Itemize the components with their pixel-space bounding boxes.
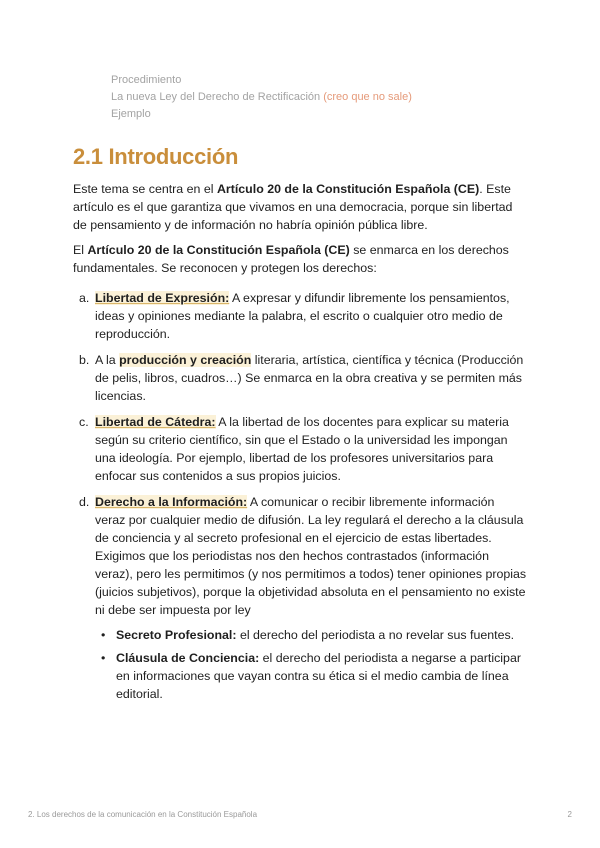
list-item: d. Derecho a la Información: A comunicar o recibir libremente información veraz por cualquier medio de difusión. La ley regulará el derecho a la cláusula de conciencia y al secreto profesional en el ejercicio de estas libertades. Exigimos que los periodistas nos den hechos contrastados (información veraz), pero les permitimos (y nos permitimos a todos) tener opiniones propias (juicios subjetivos), porque la objetividad absoluta en el pensamiento no existe ni debe ser impuesta por ley • Secreto Profesional: el derecho del periodista a no revelar sus fuentes. • Cláusula de Conciencia: el derecho del periodista a negarse a participar en informaciones que vayan contra su ética si el medio cambia de línea editorial. [79, 495, 527, 701]
highlighted-term: Libertad de Cátedra: [95, 415, 216, 429]
table-of-contents [111, 72, 412, 123]
footer-text: 2. Los derechos de la comunicación en la Constitución Española [28, 810, 258, 819]
main-content [73, 180, 528, 711]
section-heading: 2.1 Introducción [73, 144, 239, 169]
toc-item-procedimiento[interactable]: Procedimiento [111, 74, 182, 86]
list-marker: d. [79, 495, 90, 509]
list-item: • Secreto Profesional: el derecho del periodista a no revelar sus fuentes. [101, 628, 515, 642]
page-footer [28, 810, 572, 819]
highlighted-term: Derecho a la Información: [95, 495, 248, 509]
page-number: 2 [567, 810, 572, 819]
list-item: • Cláusula de Conciencia: el derecho del periodista a negarse a participar en informaciones que vayan contra su ética si el medio cambia de línea editorial. [101, 651, 521, 701]
list-item: c. Libertad de Cátedra: A la libertad de los docentes para explicar su materia según su criterio científico, sin que el Estado o la universidad les impongan una ideología. Por ejemplo, libertad de los profesores universitarios para enfocar sus contenidos a sus propios juicios. [79, 415, 509, 483]
highlighted-term: producción y creación [119, 353, 252, 367]
intro-paragraph: Este tema se centra en el Artículo 20 de la Constitución Española (CE). Este artículo es el que garantiza que vivamos en una democracia, porque sin libertad de pensamiento y de información no habría opinión pública libre. [73, 182, 513, 232]
list-marker: b. [79, 353, 90, 367]
toc-item-nueva-ley[interactable]: La nueva Ley del Derecho de Rectificación (creo que no sale) [111, 91, 412, 103]
bullet-icon: • [101, 628, 106, 642]
rights-list [73, 289, 528, 703]
bullet-list [95, 626, 528, 703]
list-item: a. Libertad de Expresión: A expresar y difundir libremente los pensamientos, ideas y opiniones mediante la palabra, el escrito o cualquier otro medio de reproducción. [79, 291, 510, 341]
rights-paragraph: El Artículo 20 de la Constitución Española (CE) se enmarca en los derechos fundamentales. Se reconocen y protegen los derechos: [73, 243, 509, 275]
list-item: b. A la producción y creación literaria, artística, científica y técnica (Producción de pelis, libros, cuadros…) Se enmarca en la obra creativa y se permiten más licencias. [79, 353, 524, 403]
toc-note: (creo que no sale) [323, 91, 412, 103]
list-marker: a. [79, 291, 90, 305]
highlighted-term: Libertad de Expresión: [95, 291, 230, 305]
list-marker: c. [79, 415, 89, 429]
sub-paragraph: Exigimos que los periodistas nos den hechos contrastados (información veraz), pero les permitimos (y nos permitimos a todos) tener opiniones propias (juicios subjetivos), porque la objetividad absoluta en el pensamiento no existe ni debe ser impuesta por ley [95, 549, 527, 617]
bullet-icon: • [101, 651, 106, 665]
toc-item-ejemplo[interactable]: Ejemplo [111, 108, 151, 120]
